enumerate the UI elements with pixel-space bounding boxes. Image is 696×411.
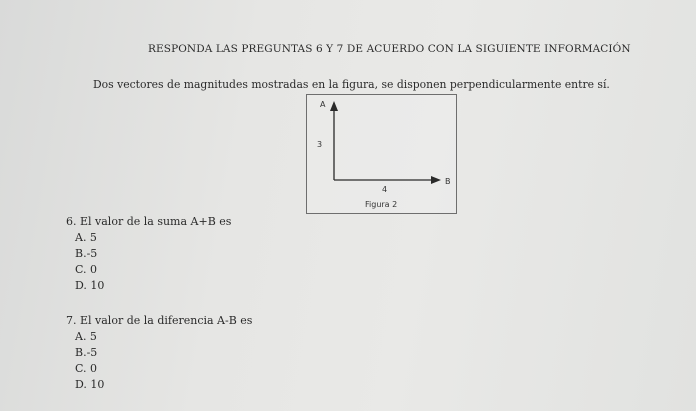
question-6-option-a[interactable]: A. 5 xyxy=(75,231,97,244)
section-heading: RESPONDA LAS PREGUNTAS 6 Y 7 DE ACUERDO CON LA SIGUIENTE INFORMACIÓN xyxy=(148,43,631,55)
figure-caption: Figura 2 xyxy=(365,200,398,209)
question-6-option-c[interactable]: C. 0 xyxy=(75,263,98,276)
vector-b-magnitude: 4 xyxy=(382,185,388,194)
question-7-stem: 7. El valor de la diferencia A-B es xyxy=(66,314,253,327)
vector-b-arrowhead xyxy=(431,176,441,184)
intro-text: Dos vectores de magnitudes mostradas en la figura, se disponen perpendicularmente entre sí. xyxy=(93,78,610,91)
vector-a-magnitude: 3 xyxy=(317,140,323,149)
question-7 xyxy=(66,313,252,393)
question-6-stem: 6. El valor de la suma A+B es xyxy=(66,215,232,228)
vector-diagram xyxy=(307,95,456,213)
question-7-option-b[interactable]: B.-5 xyxy=(75,346,98,359)
question-7-option-d[interactable]: D. 10 xyxy=(75,378,105,391)
question-6-option-d[interactable]: D. 10 xyxy=(75,279,105,292)
vector-a-arrowhead xyxy=(330,101,338,111)
vector-a-label: A xyxy=(320,100,326,109)
vector-b-label: B xyxy=(445,177,451,186)
question-6 xyxy=(66,214,231,294)
question-7-option-a[interactable]: A. 5 xyxy=(75,330,97,343)
question-6-option-b[interactable]: B.-5 xyxy=(75,247,98,260)
vector-figure xyxy=(306,94,457,214)
question-7-option-c[interactable]: C. 0 xyxy=(75,362,98,375)
